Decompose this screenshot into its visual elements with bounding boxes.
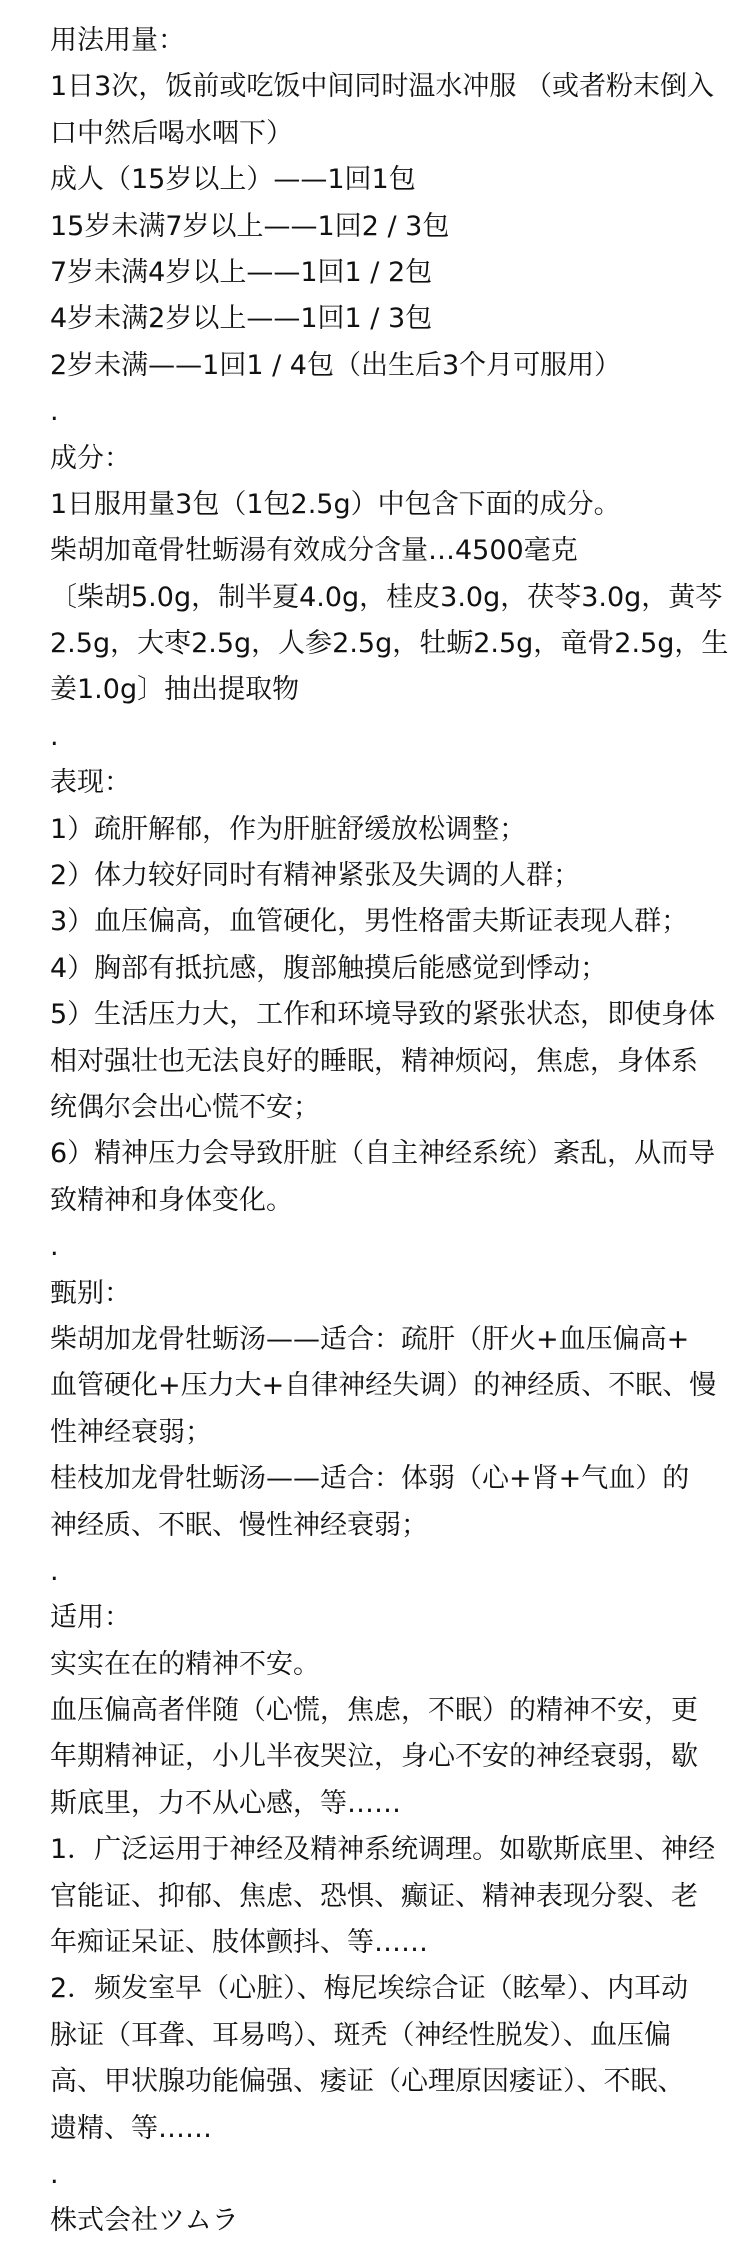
separator-dot: . [50,1231,59,1263]
text-line: 年痴证呆证、肢体颤抖、等…… [50,1927,428,1959]
list-item: 统偶尔会出心慌不安； [50,1091,320,1123]
text-line: 桂枝加龙骨牡蛎汤——适合：体弱（心+肾+气血）的 [50,1463,690,1495]
list-item: 致精神和身体变化。 [50,1184,293,1216]
list-item: 4）胸部有抵抗感，腹部触摸后能感觉到悸动； [50,952,608,984]
text-line: 血压偏高者伴随（心慌，焦虑，不眠）的精神不安，更 [50,1695,698,1727]
text-line: 1日3次，饭前或吃饭中间同时温水冲服 （或者粉末倒入 [50,71,714,103]
dosage-line: 15岁未满7岁以上——1回2 / 3包 [50,210,450,242]
heading-symptoms: 表现： [50,767,131,799]
list-item: 1）疏肝解郁，作为肝脏舒缓放松调整； [50,813,527,845]
text-line: 遗精、等…… [50,2112,212,2144]
text-line: 实实在在的精神不安。 [50,1648,320,1680]
dosage-line: 成人（15岁以上）——1回1包 [50,164,416,196]
text-line: 柴胡加竜骨牡蛎湯有效成分含量…4500毫克 [50,535,578,567]
dosage-line: 2岁未满——1回1 / 4包（出生后3个月可服用） [50,349,622,381]
text-line: 1日服用量3包（1包2.5g）中包含下面的成分。 [50,488,621,520]
text-line: 口中然后喝水咽下） [50,117,293,149]
dosage-line: 4岁未满2岁以上——1回1 / 3包 [50,303,433,335]
heading-usage: 用法用量： [50,25,185,56]
text-line: 性神经衰弱； [50,1416,212,1448]
separator-dot: . [50,396,59,428]
text-line: 姜1.0g〕抽出提取物 [50,674,300,706]
list-item: 3）血压偏高，血管硬化，男性格雷夫斯证表现人群； [50,906,689,938]
list-item: 6）精神压力会导致肝脏（自主神经系统）紊乱，从而导 [50,1138,716,1170]
text-line: 1．广泛运用于神经及精神系统调理。如歇斯底里、神经 [50,1834,716,1866]
text-line: 高、甲状腺功能偏强、痿证（心理原因痿证）、不眠、 [50,2066,685,2098]
text-line: 脉证（耳聋、耳易鸣）、斑秃（神经性脱发）、血压偏 [50,2019,671,2051]
separator-dot: . [50,2158,59,2190]
heading-differentiation: 甄别： [50,1277,131,1309]
text-line: 2．频发室早（心脏）、梅尼埃综合证（眩晕）、内耳动 [50,1973,689,2005]
text-line: 柴胡加龙骨牡蛎汤——适合：疏肝（肝火+血压偏高+ [50,1323,690,1355]
text-line: 血管硬化+压力大+自律神经失调）的神经质、不眠、慢 [50,1370,717,1402]
list-item: 相对强壮也无法良好的睡眠，精神烦闷，焦虑，身体系 [50,1045,698,1077]
text-line: 斯底里，力不从心感，等…… [50,1787,401,1819]
separator-dot: . [50,720,59,752]
manufacturer-name: 株式会社ツムラ [50,2205,239,2237]
dosage-line: 7岁未满4岁以上——1回1 / 2包 [50,256,433,288]
heading-ingredients: 成分： [50,442,131,474]
text-line: 2.5g，大枣2.5g，人参2.5g，牡蛎2.5g，竜骨2.5g，生 [50,628,729,660]
text-line: 〔柴胡5.0g，制半夏4.0g，桂皮3.0g，茯苓3.0g，黄芩 [50,581,723,613]
heading-applications: 适用： [50,1602,131,1634]
separator-dot: . [50,1555,59,1587]
text-line: 官能证、抑郁、焦虑、恐惧、癫证、精神表现分裂、老 [50,1880,698,1912]
list-item: 5）生活压力大，工作和环境导致的紧张状态，即使身体 [50,999,716,1031]
text-line: 年期精神证，小儿半夜哭泣，身心不安的神经衰弱，歇 [50,1741,698,1773]
list-item: 2）体力较好同时有精神紧张及失调的人群； [50,860,581,892]
text-line: 神经质、不眠、慢性神经衰弱； [50,1509,428,1541]
